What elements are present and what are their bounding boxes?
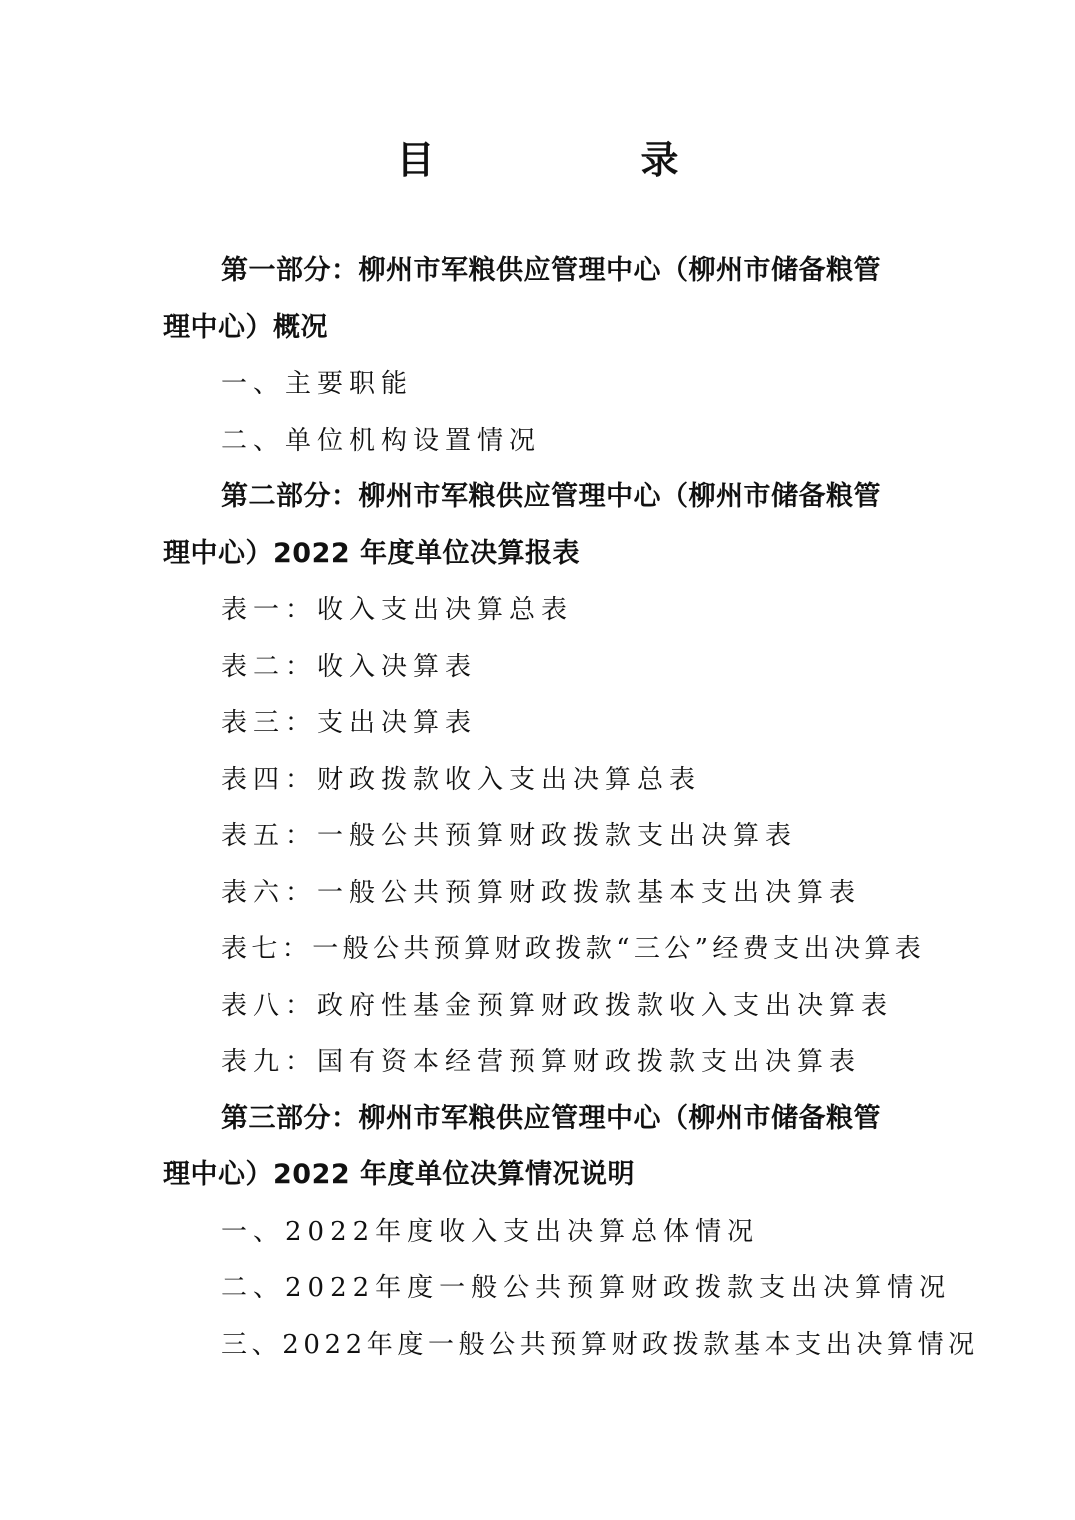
toc-part-2-heading: 第二部分：柳州市军粮供应管理中心（柳州市储备粮管 bbox=[221, 481, 881, 512]
toc-item: 一、2022年度收入支出决算总体情况 bbox=[221, 1216, 760, 1247]
toc-item: 二、单位机构设置情况 bbox=[221, 425, 542, 456]
toc-part-3-heading-cont: 理中心）2022 年度单位决算情况说明 bbox=[163, 1159, 636, 1190]
toc-item: 表九：国有资本经营预算财政拨款支出决算表 bbox=[221, 1047, 862, 1077]
table-of-contents bbox=[163, 243, 979, 1373]
page-title: 目 录 bbox=[396, 138, 763, 182]
toc-item: 表二：收入决算表 bbox=[221, 651, 478, 682]
toc-item: 表一：收入支出决算总表 bbox=[221, 595, 574, 625]
toc-item: 三、2022年度一般公共预算财政拨款基本支出决算情况 bbox=[221, 1329, 979, 1360]
toc-item: 表五：一般公共预算财政拨款支出决算表 bbox=[221, 821, 798, 851]
toc-item: 表六：一般公共预算财政拨款基本支出决算表 bbox=[221, 877, 862, 908]
toc-part-1-heading: 第一部分：柳州市军粮供应管理中心（柳州市储备粮管 bbox=[221, 255, 881, 286]
toc-item: 表七：一般公共预算财政拨款“三公”经费支出决算表 bbox=[221, 934, 926, 964]
toc-item: 表八：政府性基金预算财政拨款收入支出决算表 bbox=[221, 990, 894, 1021]
toc-item: 二、2022年度一般公共预算财政拨款支出决算情况 bbox=[221, 1273, 952, 1303]
toc-item: 一、主要职能 bbox=[221, 369, 414, 399]
toc-item: 表四：财政拨款收入支出决算总表 bbox=[221, 764, 702, 795]
toc-part-2-heading-cont: 理中心）2022 年度单位决算报表 bbox=[163, 537, 581, 569]
toc-part-3-heading: 第三部分：柳州市军粮供应管理中心（柳州市储备粮管 bbox=[221, 1102, 881, 1134]
toc-part-1-heading-cont: 理中心）概况 bbox=[163, 311, 328, 343]
toc-item: 表三：支出决算表 bbox=[221, 708, 478, 738]
